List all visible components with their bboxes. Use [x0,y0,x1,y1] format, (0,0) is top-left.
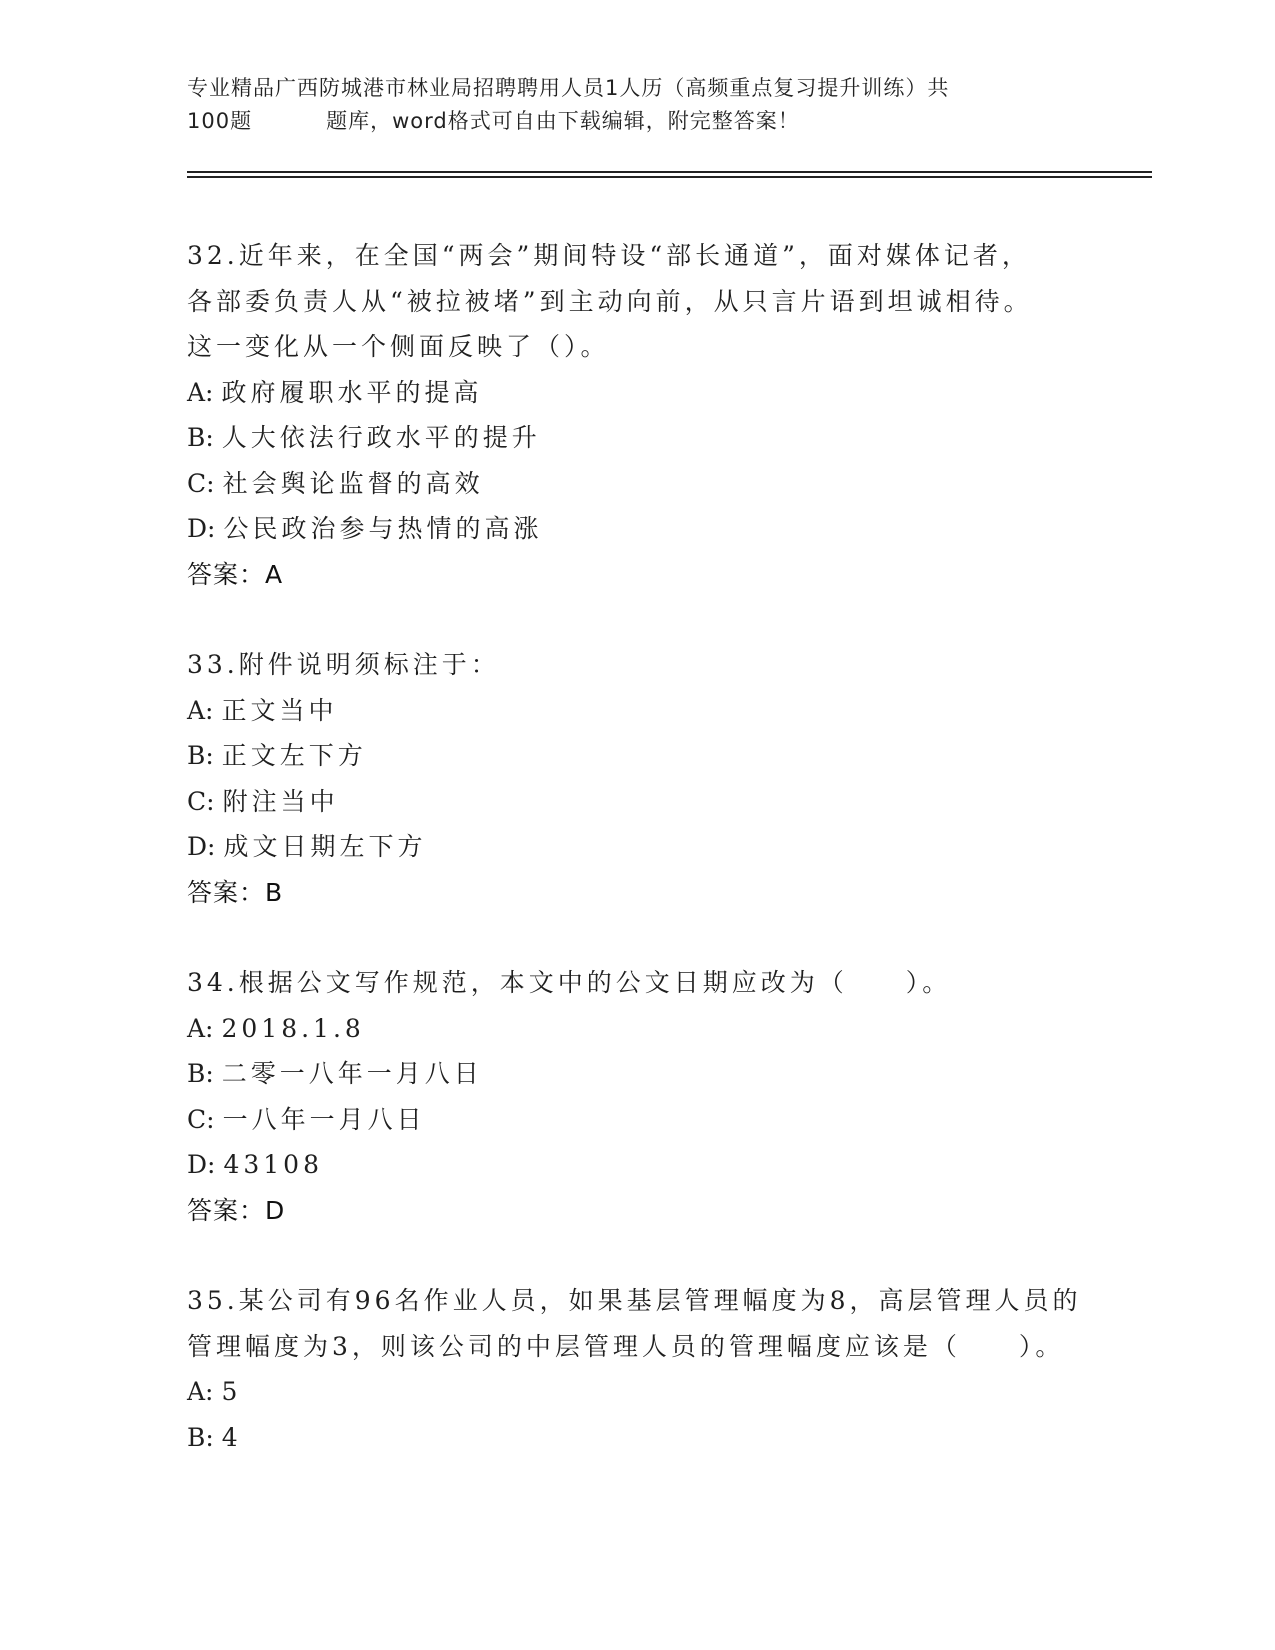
answer: 答案：D [187,1195,286,1225]
option-d: D: 43108 [187,1150,323,1179]
option-c: C: 社会舆论监督的高效 [187,468,484,498]
option-a: A: 政府履职水平的提高 [187,377,483,407]
question-32 [187,233,1087,597]
question-stem-line: 这一变化从一个侧面反映了（）。 [187,332,610,361]
header-title-line-1: 专业精品广西防城港市林业局招聘聘用人员1人历（高频重点复习提升训练）共 [187,76,950,100]
option-b: B: 正文左下方 [187,741,367,770]
question-stem-line: 各部委负责人从“被拉被堵”到主动向前，从只言片语到坦诚相待。 [187,286,1033,316]
question-stem [187,1278,1087,1369]
header-rule-bottom [187,176,1152,178]
header-subtitle: 题库，word格式可自由下载编辑，附完整答案！ [326,109,800,133]
header-title-line-2 [187,105,1067,138]
option-b: B: 二零一八年一月八日 [187,1059,483,1088]
option-a: A: 正文当中 [187,695,338,725]
question-stem-line: 32.近年来，在全国“两会”期间特设“部长通道”，面对媒体记者， [187,241,1031,270]
question-stem-line: 33.附件说明须标注于： [187,650,500,679]
option-d: D: 成文日期左下方 [187,832,427,861]
option-d: D: 公民政治参与热情的高涨 [187,514,543,543]
option-c: C: 附注当中 [187,786,339,816]
option-a: A: 5 [187,1377,242,1406]
question-34 [187,960,1087,1233]
option-a: A: 2018.1.8 [187,1013,365,1043]
header-rule-top [187,171,1152,173]
option-c: C: 一八年一月八日 [187,1104,426,1134]
document-header [187,72,1067,138]
answer: 答案：B [187,877,284,907]
question-33 [187,642,1087,915]
question-list [187,233,1087,1460]
question-stem-line: 35.某公司有96名作业人员，如果基层管理幅度为8，高层管理人员的 [187,1286,1082,1315]
answer: 答案：A [187,559,284,589]
header-question-count: 100题 [187,109,253,133]
option-b: B: 人大依法行政水平的提升 [187,423,541,452]
question-stem [187,960,1087,1006]
question-stem [187,233,1087,370]
question-stem [187,642,1087,688]
question-35 [187,1278,1087,1460]
question-stem-line: 34.根据公文写作规范，本文中的公文日期应改为（ ）。 [187,968,952,997]
option-b: B: 4 [187,1422,242,1452]
question-stem-line: 管理幅度为3，则该公司的中层管理人员的管理幅度应该是（ ）。 [187,1331,1065,1361]
